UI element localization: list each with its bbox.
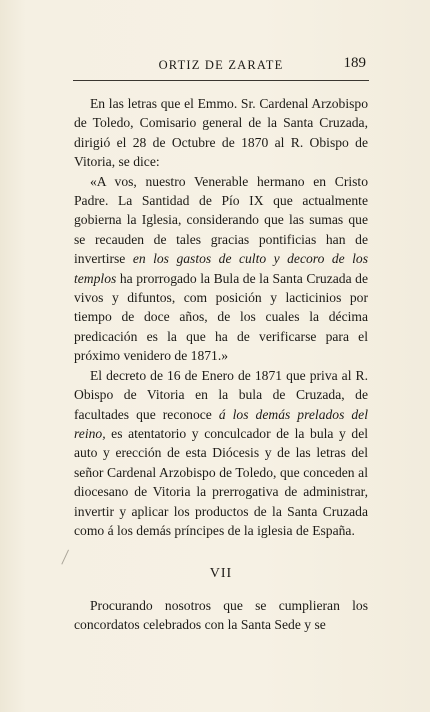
header-rule [73, 80, 369, 81]
paragraph-3-text-b: es atentatorio y conculcador de la bula y del auto y erección de esta Diócesis y de las letras del señor Cardenal Arzobispo de Toledo, que conceden al diocesano de Vitoria la prerrogativa de administrar, invertir y aplicar los productos de la Santa Cruzada como á los demás príncipes de la iglesia de España. [74, 425, 368, 538]
paragraph-2-italic: en los gastos de culto y decoro de los templos [74, 251, 368, 286]
page-header [76, 56, 366, 80]
page-number: 189 [343, 55, 366, 71]
running-head: ORTIZ DE ZARATE [158, 58, 284, 72]
paragraph-3 [74, 366, 368, 541]
paragraph-4-text: Procurando nosotros que se cumplieran los concordatos celebrados con la Santa Sede y se [74, 598, 368, 633]
paragraph-2-quote [74, 172, 368, 366]
paragraph-3-text-a: El decreto de 16 de Enero de 1871 que priva al R. Obispo de Vitoria en la bula de Cruzada, de facultades que reconoce [74, 367, 368, 422]
paragraph-3-italic: á los demás prelados del reino, [74, 406, 368, 441]
body-text [74, 94, 368, 540]
paragraph-1 [74, 94, 368, 172]
paragraph-2-text-a: «A vos, nuestro Venerable hermano en Cristo Padre. La Santidad de Pío IX que actualmente gobierna la Iglesia, considerando que las sumas que se recauden de tales gracias pontificias han de invertirse [74, 173, 368, 267]
section-number: VII [209, 566, 233, 581]
paragraph-1-text: En las letras que el Emmo. Sr. Cardenal Arzobispo de Toledo, Comisario general de la Santa Cruzada, dirigió el 28 de Octubre de 1870 al R. Obispo de Vitoria, se dice: [74, 96, 368, 170]
paragraph-4 [74, 596, 368, 635]
paragraph-2-text-b: ha prorrogado la Bula de la Santa Cruzada de vivos y difuntos, com posición y lacticinios por tiempo de doce años, de los cuales la décima predicación es la que ha de verificarse para el próximo venidero de 1871.» [74, 270, 368, 364]
body-text-continued [74, 596, 368, 635]
